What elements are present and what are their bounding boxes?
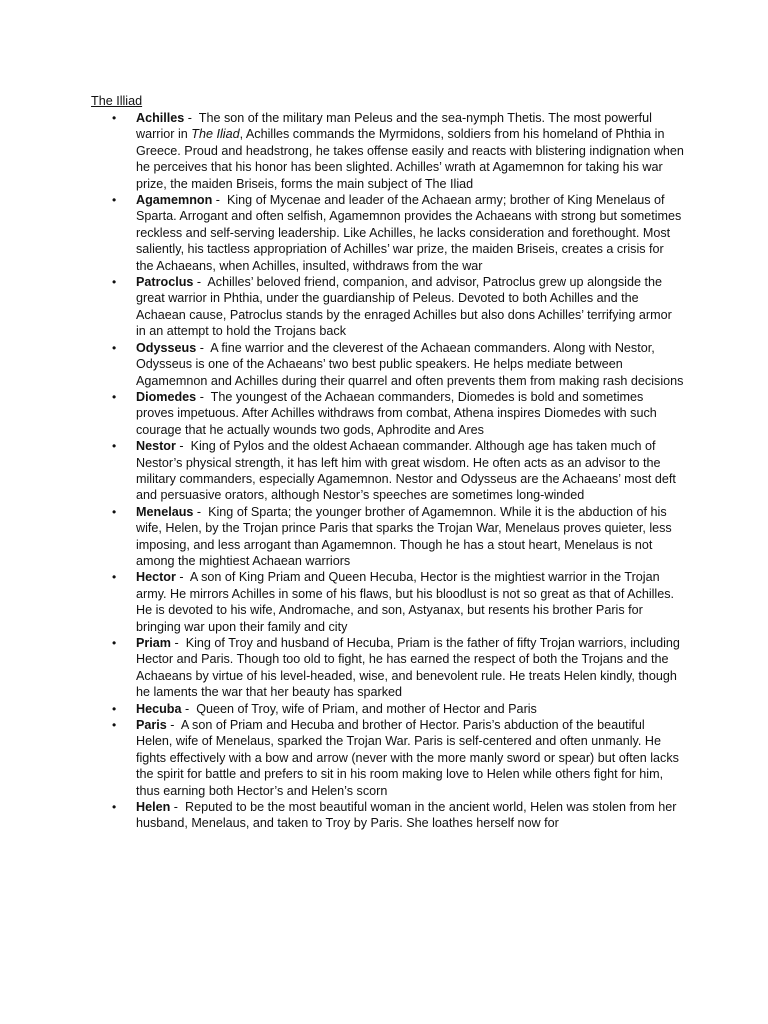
character-description: A son of King Priam and Queen Hecuba, Hector is the mightiest warrior in the Trojan army. He mirrors Achilles in some of his flaws, but his bloodlust is not so great as that of Achilles. He is devoted to his wife, Andromache, and son, Astyanax, but resents his brother Paris for bringing war upon their family and city [136,570,675,634]
character-name: Achilles [136,111,185,125]
list-item [112,340,684,389]
character-description: The youngest of the Achaean commanders, Diomedes is bold and sometimes proves impetuous. After Achilles withdraws from combat, Athena inspires Diomedes with such courage that he actually wounds two gods, Aphrodite and Ares [136,389,657,437]
bullet-icon: • [112,800,117,815]
character-description: King of Sparta; the younger brother of Agamemnon. While it is the abduction of his wife, Helen, by the Trojan prince Paris that sparks the Trojan War, Menelaus proves quieter, less imposing, and less arrogant than Agamemnon. Though he has a stout heart, Menelaus is not among the mightiest Achaean warriors [136,504,672,568]
list-item [112,110,684,192]
character-description: A fine warrior and the cleverest of the Achaean commanders. Along with Nestor, Odysseus is one of the Achaeans’ two best public speakers. He helps mediate between Agamemnon and Achilles during their quarrel and often prevents them from making rash decisions [136,340,684,388]
bullet-icon: • [112,636,117,650]
character-name: Odysseus [136,340,197,355]
character-list [112,110,684,832]
character-description: King of Pylos and the oldest Achaean commander. Although age has taken much of Nestor’s physical strength, it has left him with great wisdom. He often acts as an advisor to the military commanders, especially Agamemnon. Nestor and Odysseus are the Achaeans’ most deft and persuasive orators, although Nestor’s speeches are sometimes long-winded [136,439,676,503]
list-item [112,635,684,701]
character-name: Diomedes [136,389,197,404]
name-separator: - [212,193,227,208]
bullet-icon: • [112,275,117,290]
name-separator: - [196,340,211,355]
character-description: Queen of Troy, wife of Priam, and mother of Hector and Paris [196,701,537,716]
bullet-icon: • [112,701,117,716]
character-description: The son of the military man Peleus and the sea-nymph Thetis. The most powerful warrior in [136,111,652,142]
bullet-icon: • [112,193,117,208]
character-name: Patroclus [136,275,194,290]
bullet-icon: • [112,504,117,519]
name-separator: - [170,800,185,815]
character-description: Achilles’ beloved friend, companion, and advisor, Patroclus grew up alongside the great warrior in Phthia, under the guardianship of Peleus. Devoted to both Achilles and the Achaean cause, Patroclus stands by the enraged Achilles but also dons Achilles’ terrifying armor in an attempt to hold the Trojans back [136,275,672,339]
list-item [112,717,684,799]
list-item [112,274,684,340]
document-title: The Illiad [91,94,143,108]
character-description: A son of Priam and Hecuba and brother of Hector. Paris’s abduction of the beautiful Helen, wife of Menelaus, sparked the Trojan War. Paris is self-centered and often unmanly. He fights effectively with a bow and arrow (never with the more manly sword or spear) but often lacks the spirit for battle and prefers to sit in his room making love to Helen while others fight for him, thus earning both Hector’s and Helen’s scorn [136,718,679,798]
character-description: King of Mycenae and leader of the Achaean army; brother of King Menelaus of Sparta. Arrogant and often selfish, Agamemnon provides the Achaeans with strong but sometimes reckless and self-serving leadership. Like Achilles, he lacks consideration and forethought. Most saliently, his tactless appropriation of Achilles’ war prize, the maiden Briseis, creates a crisis for the Achaeans, when Achilles, insulted, withdraws from the war [136,193,682,273]
list-item [112,438,684,504]
list-item [112,192,684,274]
name-separator: - [193,275,208,290]
list-item [112,799,684,832]
character-description: , Achilles commands the Myrmidons, soldiers from his homeland of Phthia in Greece. Proud and headstrong, he takes offense easily and reacts with blistering indignation when he perceives that his honor has been slighted. Achilles’ wrath at Agamemnon for taking his war prize, the maiden Briseis, forms the main subject of The Iliad [136,127,684,191]
list-item [112,389,684,438]
name-separator: - [196,389,211,404]
name-separator: - [175,439,191,454]
character-name: Priam [136,636,172,650]
character-name: Helen [136,800,171,815]
character-description: King of Troy and husband of Hecuba, Priam is the father of fifty Trojan warriors, including Hector and Paris. Though too old to fight, he has earned the respect of both the Trojans and the Achaeans by virtue of his level-headed, wise, and benevolent rule. He treats Helen kindly, though he laments the war that her beauty has sparked [136,636,680,700]
name-separator: - [181,701,197,716]
character-name: Menelaus [136,504,194,519]
bullet-icon: • [112,340,117,355]
bullet-icon: • [112,111,117,125]
character-name: Agamemnon [136,193,213,208]
character-name: Paris [136,718,167,733]
name-separator: - [171,636,186,650]
bullet-icon: • [112,439,117,454]
character-name: Nestor [136,439,176,454]
character-description: Reputed to be the most beautiful woman in the ancient world, Helen was stolen from her husband, Menelaus, and taken to Troy by Paris. She loathes herself now for [136,800,677,831]
bullet-icon: • [112,389,117,404]
character-description: The Iliad [191,127,240,142]
list-item [112,504,684,570]
name-separator: - [166,718,181,733]
name-separator: - [175,570,190,585]
bullet-icon: • [112,570,117,585]
name-separator: - [193,504,209,519]
list-item [112,569,684,635]
list-item [112,701,684,717]
bullet-icon: • [112,718,117,733]
character-name: Hecuba [136,701,182,716]
character-name: Hector [136,570,176,585]
name-separator: - [184,111,199,125]
